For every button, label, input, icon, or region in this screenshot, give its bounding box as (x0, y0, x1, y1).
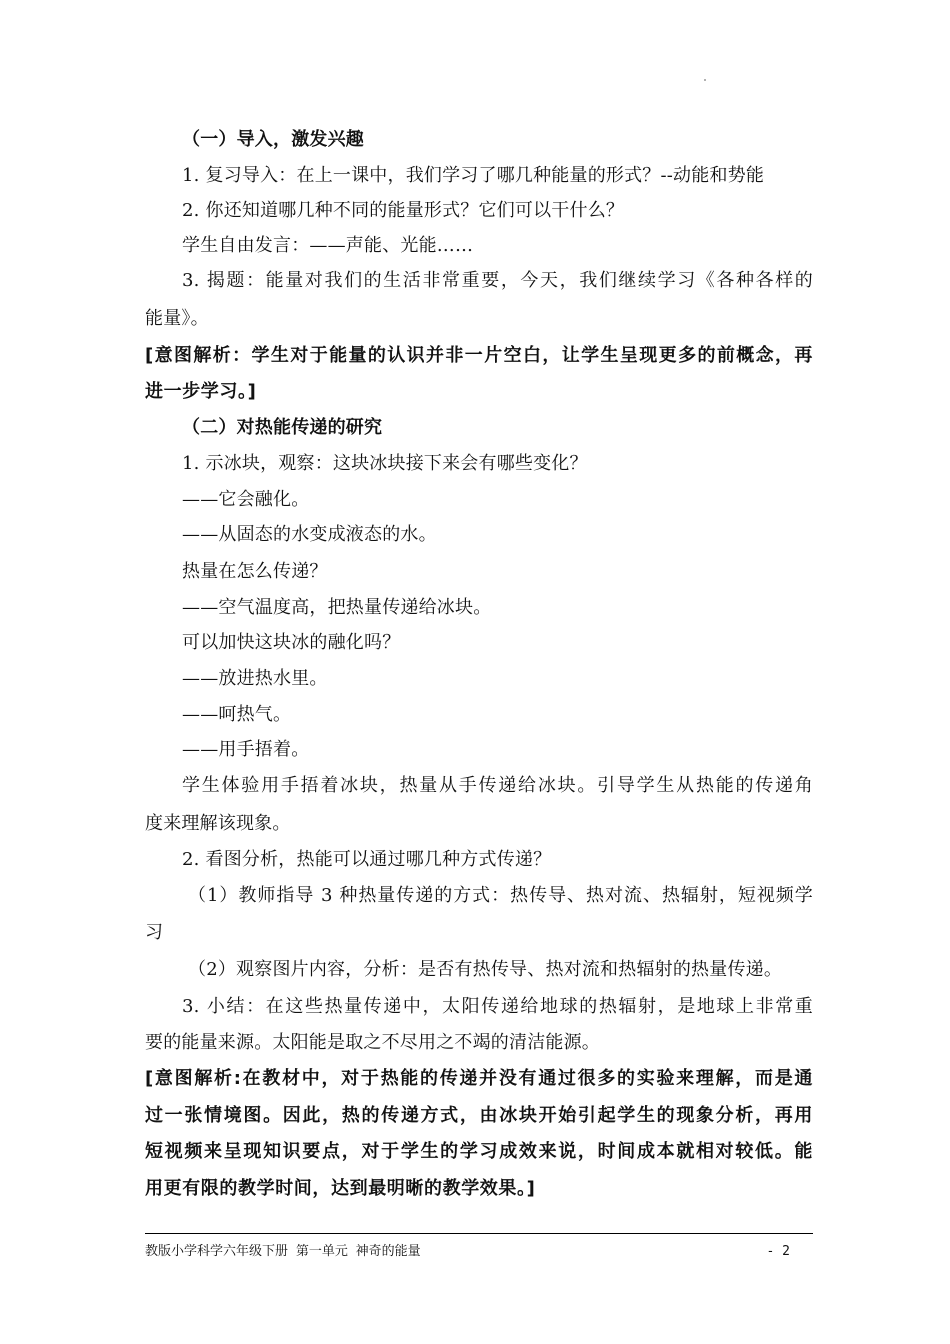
answer-breath: ——呵热气。 (182, 704, 292, 725)
subitem-1-line2: 习 (145, 922, 164, 943)
paragraph-topic-line2: 能量》。 (145, 308, 209, 329)
answer-hot-water: ——放进热水里。 (182, 668, 328, 689)
footer-page-number: - 2 (766, 1244, 790, 1259)
paragraph-ice-question: 1. 示冰块，观察：这块冰块接下来会有哪些变化？ (182, 453, 588, 474)
intent-analysis-1-line2: 进一步学习。] (145, 381, 257, 402)
paragraph-topic-line1: 3. 揭题：能量对我们的生活非常重要，今天，我们继续学习《各种各样的 (182, 270, 813, 291)
paragraph-image-analysis: 2. 看图分析，热能可以通过哪几种方式传递？ (182, 849, 552, 870)
summary-line2: 要的能量来源。太阳能是取之不尽用之不竭的清洁能源。 (145, 1032, 600, 1053)
paragraph-heat-question: 热量在怎么传递？ (182, 561, 328, 582)
subitem-1-line1: （1）教师指导 3 种热量传递的方式：热传导、热对流、热辐射，短视频学 (188, 885, 813, 906)
answer-air: ——空气温度高，把热量传递给冰块。 (182, 597, 492, 618)
answer-melt: ——它会融化。 (182, 489, 310, 510)
answer-hands: ——用手捂着。 (182, 739, 310, 760)
footer-course-title: 教版小学科学六年级下册 第一单元 神奇的能量 (145, 1244, 421, 1259)
paragraph-experience-line2: 度来理解该现象。 (145, 813, 291, 834)
section-heading-heat: （二）对热能传递的研究 (182, 417, 383, 438)
intent-analysis-2-line2: 过一张情境图。因此，热的传递方式，由冰块开始引起学生的现象分析，再用 (145, 1105, 813, 1126)
summary-line1: 3. 小结：在这些热量传递中，太阳传递给地球的热辐射，是地球上非常重 (182, 996, 813, 1017)
intent-analysis-2-line1: [意图解析:在教材中，对于热能的传递并没有通过很多的实验来理解，而是通 (145, 1068, 813, 1089)
footer-divider (145, 1233, 813, 1234)
paragraph-question: 2. 你还知道哪几种不同的能量形式？它们可以干什么？ (182, 200, 625, 221)
paragraph-experience-line1: 学生体验用手捂着冰块，热量从手传递给冰块。引导学生从热能的传递角 (182, 775, 813, 796)
page-speck (704, 79, 706, 81)
answer-state-change: ——从固态的水变成液态的水。 (182, 524, 437, 545)
paragraph-student-answer: 学生自由发言：——声能、光能…… (182, 235, 474, 256)
intent-analysis-1-line1: [意图解析：学生对于能量的认识并非一片空白，让学生呈现更多的前概念，再 (145, 345, 813, 366)
section-heading-intro: （一）导入，激发兴趣 (182, 129, 364, 150)
paragraph-speedup-question: 可以加快这块冰的融化吗？ (182, 632, 401, 653)
paragraph-review: 1. 复习导入：在上一课中，我们学习了哪几种能量的形式？--动能和势能 (182, 165, 765, 186)
intent-analysis-2-line3: 短视频来呈现知识要点，对于学生的学习成效来说，时间成本就相对较低。能 (145, 1141, 813, 1162)
subitem-2: （2）观察图片内容，分析：是否有热传导、热对流和热辐射的热量传递。 (188, 959, 783, 980)
intent-analysis-2-line4: 用更有限的教学时间，达到最明晰的教学效果。] (145, 1178, 536, 1199)
